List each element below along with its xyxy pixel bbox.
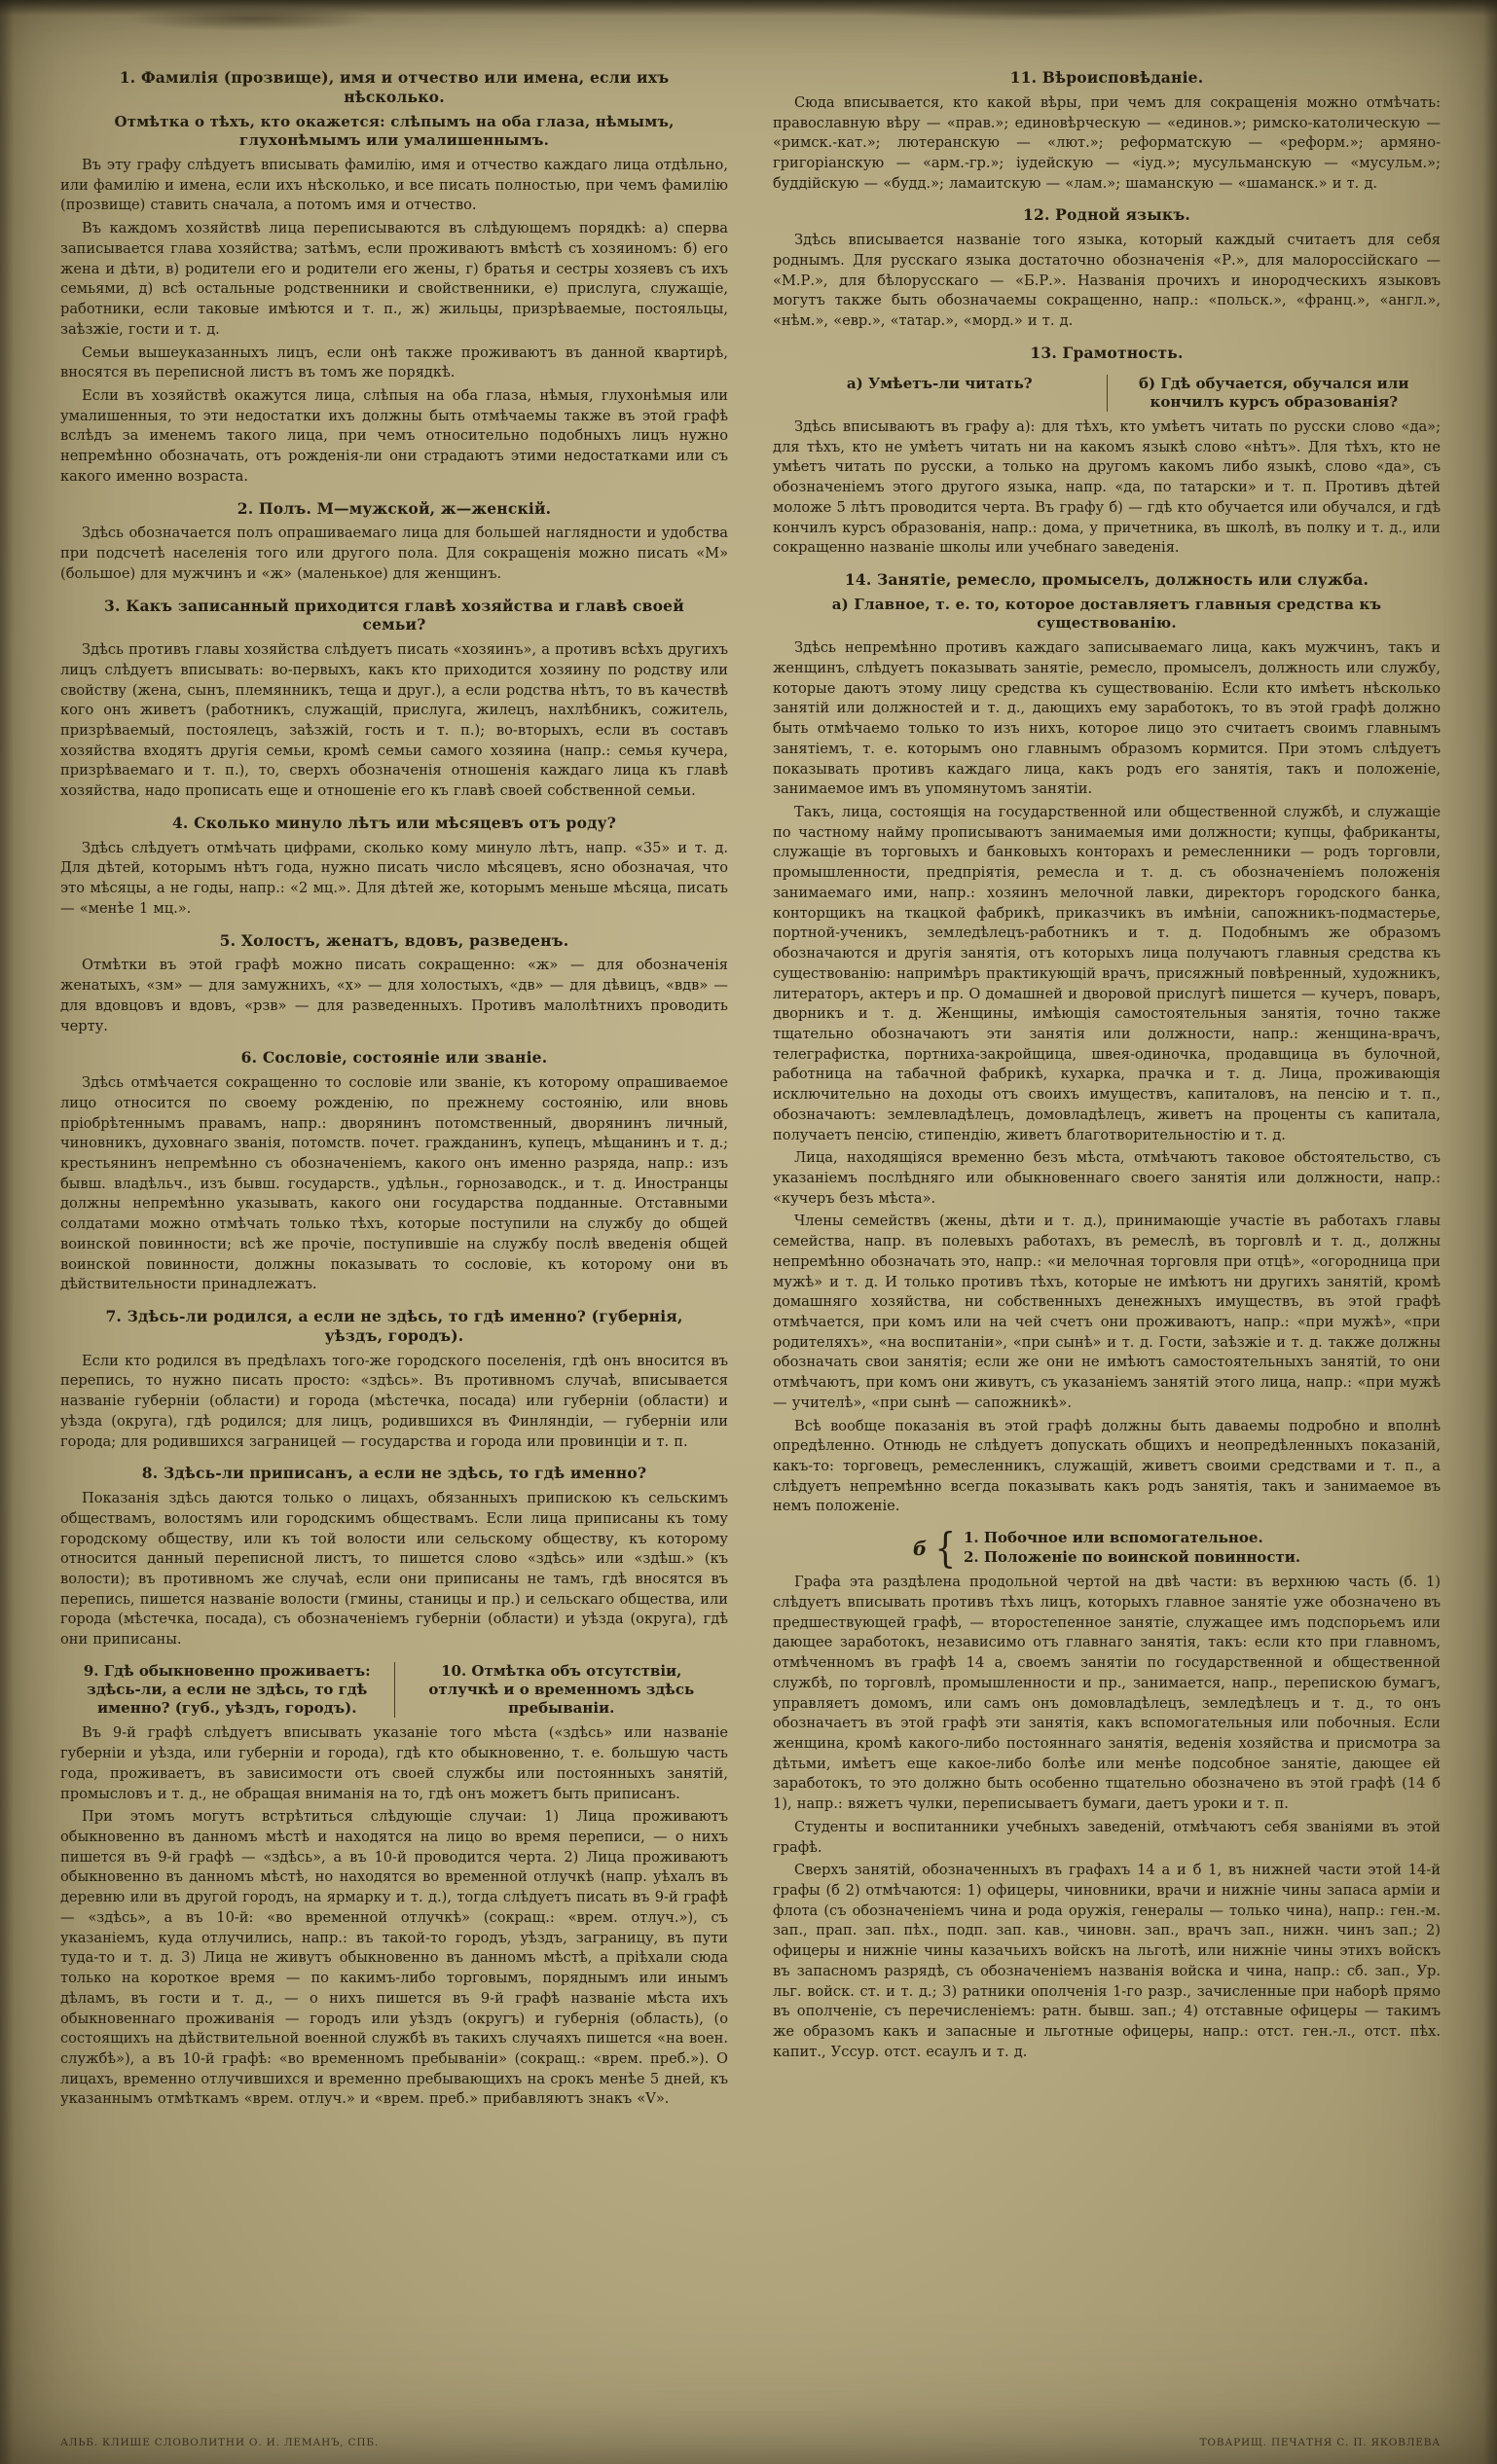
section-heading: 8. Здѣсь-ли приписанъ, а если не здѣсь, то гдѣ именно? <box>141 1464 647 1483</box>
column-2 <box>773 56 1441 2406</box>
brace-glyph: { <box>934 1523 956 1573</box>
paragraph: Члены семействъ (жены, дѣти и т. д.), принимающіе участіе въ работахъ главы семейства, напр. въ полевыхъ работахъ, въ ремеслѣ, въ торговлѣ и т. д., должны непремѣнно обозначать это, напр.: «и мелочная торговля при отцѣ», «огородница при мужѣ» и т. д. И только противъ тѣхъ, которые не имѣютъ ни другихъ занятій, кромѣ домашняго хозяйства, ни собственныхъ денежныхъ имуществъ, въ этой графѣ отмѣчается, при комъ или на чей счетъ они проживаютъ, напр.: «при мужѣ», «при родителяхъ», «на воспитаніи», «при сынѣ» и т. д. Гости, заѣзжіе и т. д. также должны обозначать свои занятія; если же они не имѣютъ самостоятельныхъ занятій, то они отмѣчаютъ, при комъ они живутъ, съ указаніемъ занятій этого лица, напр.: «при мужѣ — учителѣ», «при сынѣ — сапожникѣ». <box>773 1213 1441 1411</box>
section-subheading: а) Главное, т. е. то, которое доставляетъ главныя средства къ существованію. <box>831 595 1382 633</box>
brace-heading <box>773 1523 1441 1573</box>
paragraph: Здѣсь обозначается полъ опрашиваемаго лица для большей наглядности и удобства при подсчетѣ населенія того или другого пола. Для сокращенія можно писать «М» (большое) для мужчинъ и «ж» (маленькое) для женщинъ. <box>60 525 728 582</box>
section-2 <box>60 499 728 585</box>
paragraph: Семьи вышеуказанныхъ лицъ, если онѣ также проживаютъ въ данной квартирѣ, вносятся въ переписной листъ въ томъ же порядкѣ. <box>60 344 728 381</box>
paragraph: При этомъ могутъ встрѣтиться слѣдующіе случаи: 1) Лица проживаютъ обыкновенно въ данномъ мѣстѣ и находятся на лицо во время переписи, — о нихъ пишется въ 9-й графѣ — «здѣсь», а въ 10-й проводится черта. 2) Лица проживаютъ обыкновенно въ данномъ мѣстѣ, но находятся во временной отлучкѣ (напр. уѣхалъ въ деревню или въ другой городъ, на ярмарку и т. д.), тогда слѣдуетъ писать въ 9-й графѣ — «здѣсь», а въ 10-й: «во временной отлучкѣ» (сокращ.: «врем. отлуч.»), съ указаніемъ, куда отлучились, напр.: въ такой-то городъ, уѣздъ, заграницу, въ пути туда-то и т. д. 3) Лица не живутъ обыкновенно въ данномъ мѣстѣ, а пріѣхали сюда только на короткое время — по какимъ-либо торговымъ, поряднымъ или инымъ дѣламъ, въ гости и т. д., — о нихъ пишется въ 9-й графѣ названіе мѣста ихъ обыкновеннаго проживанія — городъ или уѣздъ (округъ) и губернія (область), (о состоящихъ на дѣйствительной военной службѣ въ такихъ случаяхъ пишется «на воен. службѣ»), а въ 10-й графѣ: «во временномъ пребываніи» (сокращ.: «врем. преб.»). О лицахъ, временно отлучившихся и временно пребывающихъ на срокъ менѣе 5 дней, къ указаннымъ отмѣткамъ «врем. отлуч.» и «врем. преб.» прибавляютъ знакъ «V». <box>60 1808 728 2108</box>
paragraph: Лица, находящіяся временно безъ мѣста, отмѣчаютъ таковое обстоятельство, съ указаніемъ послѣдняго или обыкновеннаго своего занятія или должности, напр.: «кучеръ безъ мѣста». <box>773 1149 1441 1207</box>
split-heading: б) Гдѣ обучается, обучался или кончилъ курсъ образованія? <box>1107 375 1442 412</box>
imprint-right: ТОВАРИЩ. ПЕЧАТНЯ С. П. ЯКОВЛЕВА <box>1199 2437 1441 2448</box>
brace-heading-line: 2. Положеніе по воинской повинности. <box>964 1547 1301 1566</box>
section-heading: 1. Фамилія (прозвище), имя и отчество или имена, если ихъ нѣсколько. <box>119 68 670 106</box>
split-heading: а) Умѣетъ-ли читать? <box>846 374 1033 392</box>
section-4 <box>60 814 728 920</box>
section-3 <box>60 597 728 802</box>
split-headings <box>773 375 1441 412</box>
paragraph: Въ каждомъ хозяйствѣ лица переписываются въ слѣдующемъ порядкѣ: а) сперва записывается глава хозяйства; затѣмъ, если проживаютъ вмѣстѣ съ хозяиномъ: б) его жена и дѣти, в) родители его и родители его жены, г) братья и сестры хозяевъ съ ихъ семьями, д) всѣ остальные родственники и свойственники, е) прислуга, служащіе, работники, если таковые имѣются и т. п., ж) жильцы, призрѣваемые, постояльцы, заѣзжіе, гости и т. д. <box>60 220 728 338</box>
split-headings <box>60 1662 728 1719</box>
section-9-10 <box>60 1662 728 2110</box>
brace-heading-label: б <box>912 1536 928 1560</box>
section-8 <box>60 1464 728 1650</box>
section-heading: 13. Грамотность. <box>1030 343 1184 362</box>
brace-heading-line: 1. Побочное или вспомогательное. <box>964 1529 1263 1547</box>
section-heading: 6. Сословіе, состояніе или званіе. <box>240 1048 548 1068</box>
column-1 <box>60 56 728 2406</box>
section-heading: 3. Какъ записанный приходится главѣ хозяйства и главѣ своей семьи? <box>104 596 684 634</box>
paragraph: Здѣсь слѣдуетъ отмѣчать цифрами, сколько кому минуло лѣтъ, напр. «35» и т. д. Для дѣтей, которымъ нѣтъ года, нужно писать число мѣсяцевъ, ясно обозначая, что это мѣсяцы, а не годы, напр.: «2 мц.». Для дѣтей же, которымъ меньше мѣсяца, писать — «менѣе 1 мц.». <box>60 839 728 917</box>
section-6 <box>60 1048 728 1295</box>
paragraph: Показанія здѣсь даются только о лицахъ, обязанныхъ припискою къ сельскимъ обществамъ, волостямъ или городскимъ обществамъ. Если лица приписаны къ тому городскому обществу, или къ той волости или сельскому обществу, къ которому относится данный переписной листъ, то пишется слово «здѣсь» или «здѣш.» (къ волости); въ противномъ же случаѣ, если они приписаны не тамъ, гдѣ вносятся въ перепись, пишется названіе волости (гмины, станицы и пр.) и сельскаго общества, или города (мѣстечка, посада), съ обозначеніемъ губерніи (области) и уѣзда (округа), гдѣ они приписаны. <box>60 1490 728 1649</box>
section-subheading: Отмѣтка о тѣхъ, кто окажется: слѣпымъ на оба глаза, нѣмымъ, глухонѣмымъ или умалишеннымъ. <box>114 112 675 149</box>
paragraph: Такъ, лица, состоящія на государственной или общественной службѣ, и служащіе по частному найму прописываютъ занимаемыя ими должности; купцы, фабриканты, служащіе въ торговыхъ и банковыхъ конторахъ и ремесленники — родъ торговли, промышленности, предпріятія, ремесла и т. д. съ обозначеніемъ положенія занимаемаго ими, напр.: хозяинъ мелочной лавки, директоръ городского банка, конторщикъ на ткацкой фабрикѣ, приказчикъ въ имѣніи, сапожникъ-подмастерье, портной-ученикъ, земледѣлецъ-работникъ и т. д. Подобнымъ же образомъ обозначаются и другія занятія, отъ которыхъ лица получаютъ главныя средства къ существованію: напримѣръ практикующій врачъ, присяжный повѣренный, художникъ, литераторъ, актеръ и пр. О домашней и дворовой прислугѣ пишется — кучеръ, поваръ, дворникъ и т. д. Женщины, имѣющія самостоятельныя занятія, точно также тщательно обозначаютъ эти занятія или должности, напр.: женщина-врачъ, телеграфистка, портниха-закройщица, швея-одиночка, продавщица въ булочной, работница на табачной фабрикѣ, кухарка, прачка и т. д. Лица, проживающія исключительно на доходы отъ своихъ имуществъ, капиталовъ, на пенсію и т. п., обозначаютъ: землевладѣлецъ, домовладѣлецъ, живетъ на проценты съ капитала, получаетъ пенсію, стипендію, живетъ благотворительностію и т. д. <box>773 804 1441 1143</box>
paragraph: Сюда вписывается, кто какой вѣры, при чемъ для сокращенія можно отмѣчать: православную вѣру — «прав.»; единовѣрческую — «единов.»; римско-католическую — «римск.-кат.»; лютеранскую — «лют.»; реформатскую — «реформ.»; армяно-григоріанскую — «арм.-гр.»; іудейскую — «іуд.»; мусульманскую — «мусульм.»; буддійскую — «будд.»; ламаитскую — «лам.»; шаманскую — «шаманск.» и т. д. <box>773 93 1441 192</box>
section-heading: 14. Занятіе, ремесло, промыселъ, должность или служба. <box>844 570 1369 590</box>
paragraph: Если въ хозяйствѣ окажутся лица, слѣпыя на оба глаза, нѣмыя, глухонѣмыя или умалишенныя, то эти недостатки ихъ должны быть отмѣчаемы также въ этой графѣ вслѣдъ за именемъ такого лица, при чемъ относительно подобныхъ лицъ нужно непремѣнно обозначать, отъ рожденія-ли они страдаютъ этими недостатками или съ какого именно возраста. <box>60 386 728 485</box>
paragraph: Студенты и воспитанники учебныхъ заведеній, отмѣчаютъ себя званіями въ этой графѣ. <box>773 1818 1441 1856</box>
paragraph: Здѣсь вписываютъ въ графу а): для тѣхъ, кто умѣетъ читать по русски слово «да»; для тѣхъ, кто не умѣетъ читать ни на какомъ языкѣ слово «нѣтъ». Для тѣхъ, кто не умѣетъ читать по русски, а только на другомъ какомъ либо языкѣ, слово «да», съ обозначеніемъ этого другого языка, напр. «да, по татарски» и т. п. Противъ дѣтей моложе 5 лѣтъ проводится черта. Въ графу б) — гдѣ кто обучается или обучался, и гдѣ кончилъ курсъ образованія, напр.: дома, у причетника, въ школѣ, въ полку и т. д., или сокращенно названіе школы или учебнаго заведенія. <box>773 418 1441 557</box>
section-heading: 5. Холостъ, женатъ, вдовъ, разведенъ. <box>219 930 569 950</box>
section-14a <box>773 570 1441 1517</box>
paragraph: Здѣсь отмѣчается сокращенно то сословіе или званіе, къ которому опрашиваемое лицо относится по своему рожденію, по прежнему состоянію, или вновь пріобрѣтеннымъ правамъ, напр.: дворянинъ потомственный, дворянинъ личный, чиновникъ, духовнаго званія, потомств. почет. гражданинъ, купецъ, мѣщанинъ и т. д.; крестьянинъ непремѣнно съ обозначеніемъ, какого онъ именно разряда, напр.: изъ бывш. владѣльч., изъ бывш. государств., удѣльн., горнозаводск., и т. д. Иностранцы должны непремѣнно указывать, какого они государства подданные. Отставными солдатами можно отмѣчать только тѣхъ, которые поступили на службу до общей воинской повинности; всѣ же прочіе, поступившіе на службу послѣ введенія общей воинской повинности, должны показывать то сословіе, къ которому они въ дѣйствительности принадлежатъ. <box>60 1074 728 1293</box>
paragraph: Всѣ вообще показанія въ этой графѣ должны быть даваемы подробно и вполнѣ опредѣленно. Отнюдь не слѣдуетъ допускать общихъ и неопредѣленныхъ показаній, какъ-то: торговецъ, ремесленникъ, служащій, живетъ своими средствами и т. п., а слѣдуетъ непремѣнно всегда показывать какъ родъ занятія, такъ и занимаемое въ немъ положеніе. <box>773 1417 1441 1515</box>
paragraph: Въ 9-й графѣ слѣдуетъ вписывать указаніе того мѣста («здѣсь» или названіе губерніи и уѣзда, или губерніи и города), гдѣ кто обыкновенно, т. е. большую часть года, проживаетъ, въ зависимости отъ своей службы или постоянныхъ занятій, промысловъ и т. д., не обращая вниманія на то, гдѣ онъ можетъ быть приписанъ. <box>60 1724 728 1802</box>
split-heading: 10. Отмѣтка объ отсутствіи, отлучкѣ и о временномъ здѣсь пребываніи. <box>394 1662 729 1719</box>
paragraph: Отмѣтки въ этой графѣ можно писать сокращенно: «ж» — для обозначенія женатыхъ, «зм» — для замужнихъ, «х» — для холостыхъ, «дв» — для дѣвицъ, «вдв» — для вдовцовъ и вдовъ, «рзв» — для разведенныхъ. Противъ малолѣтнихъ проводить черту. <box>60 957 728 1034</box>
paragraph: Здѣсь противъ главы хозяйства слѣдуетъ писать «хозяинъ», а противъ всѣхъ другихъ лицъ слѣдуетъ вписывать: во-первыхъ, какъ кто приходится хозяину по родству или свойству (жена, сынъ, племянникъ, теща и друг.), а если родства нѣтъ, то въ качествѣ кого онъ живетъ (работникъ, служащій, прислуга, жилецъ, нахлѣбникъ, сожитель, призрѣваемый, постоялецъ, заѣзжій, гость и т. п.); во-вторыхъ, если въ составъ хозяйства входятъ другія семьи, кромѣ семьи самого хозяина (напр.: семья кучера, призрѣваемаго и т. п.), то, сверхъ обозначенія отношенія каждаго лица къ главѣ хозяйства, надо прописать еще и отношеніе его къ главѣ своей собственной семьи. <box>60 641 729 800</box>
section-heading: 4. Сколько минуло лѣтъ или мѣсяцевъ отъ роду? <box>171 813 617 832</box>
section-heading: 7. Здѣсь-ли родился, а если не здѣсь, то гдѣ именно? (губернія, уѣздъ, городъ). <box>105 1307 683 1345</box>
brace-heading-lines <box>964 1529 1300 1567</box>
section-heading: 12. Родной языкъ. <box>1022 205 1191 225</box>
section-7 <box>60 1307 728 1452</box>
paragraph: Графа эта раздѣлена продольной чертой на двѣ части: въ верхнюю часть (б. 1) слѣдуетъ вписывать противъ тѣхъ лицъ, которыхъ главное занятіе уже обозначено въ предшествующей графѣ, — второстепенное занятіе, служащее имъ подспорьемъ или дающее заработокъ, независимо отъ главнаго занятія, такъ: если кто при главномъ, отмѣченномъ въ графѣ 14 а, своемъ занятіи по государственной и общественной службѣ, по торговлѣ, промышленности и пр., занимается, напр., перепискою бумагъ, управляетъ домомъ, или самъ онъ домовладѣлецъ, земледѣлецъ и т. д., то онъ обозначаетъ въ этой графѣ эти занятія, какъ вспомогательныя или побочныя. Если женщина, кромѣ какого-либо постояннаго занятія, веденія хозяйства и присмотра за дѣтьми, имѣетъ еще какое-либо болѣе или менѣе подсобное занятіе, дающее ей заработокъ, то это должно быть особенно тщательно обозначено въ этой графѣ (14 б 1), напр.: вяжетъ чулки, переписываетъ бумаги, даетъ уроки и т. п. <box>773 1574 1441 1813</box>
paragraph: Здѣсь непремѣнно противъ каждаго записываемаго лица, какъ мужчинъ, такъ и женщинъ, слѣдуетъ показывать занятіе, ремесло, промыселъ, должность или службу, которые даютъ этому лицу средства къ существованію. Если кто имѣетъ нѣсколько занятій или должностей и т. д., дающихъ ему заработокъ, то въ этой графѣ должно быть отмѣчаемо только то изъ нихъ, которое лицо это считаетъ своимъ главнымъ занятіемъ, т. е. которымъ оно главнымъ образомъ кормится. При этомъ слѣдуетъ показывать противъ каждаго лица, какъ родъ его занятія, такъ и положеніе, занимаемое имъ въ упомянутомъ занятіи. <box>773 639 1441 798</box>
imprint-footer <box>60 2437 1441 2448</box>
paragraph: Сверхъ занятій, обозначенныхъ въ графахъ 14 а и б 1, въ нижней части этой 14-й графы (б 2) отмѣчаются: 1) офицеры, чиновники, врачи и нижніе чины запаса арміи и флота (съ обозначеніемъ чина и рода оружія, генералы — только чина), напр.: ген.-м. зап., прап. зап. пѣх., подп. зап. кав., чиновн. зап., врачъ зап., нижн. чинъ зап.; 2) офицеры и нижніе чины казачьихъ войскъ на льготѣ, или нижніе чины этихъ войскъ въ запасномъ разрядѣ, съ обозначеніемъ названія войска и чина, напр.: сб. зап., Ур. льг. войск. ст. и т. д.; 3) ратники ополченія 1-го разр., зачисленные при наборѣ прямо въ ополченіе, съ перечисленіемъ: ратн. бывш. зап.; 4) отставные офицеры — такимъ же образомъ какъ и запасные и льготные офицеры, напр.: отст. ген.-л., отст. пѣх. капит., Уссур. отст. есаулъ и т. д. <box>773 1862 1441 2060</box>
section-heading: 2. Полъ. М—мужской, ж—женскій. <box>237 498 552 518</box>
section-heading: 11. Вѣроисповѣданіе. <box>1009 68 1204 87</box>
section-5 <box>60 931 728 1037</box>
split-heading: 9. Гдѣ обыкновенно проживаетъ: здѣсь-ли, а если не здѣсь, то гдѣ именно? (губ., уѣздъ, городъ). <box>83 1661 371 1718</box>
paragraph: Если кто родился въ предѣлахъ того-же городского поселенія, гдѣ онъ вносится въ перепись, то нужно писать просто: «здѣсь». Въ противномъ случаѣ, вписывается названіе губерніи (области) и города (мѣстечка, посада) или губерніи (области) и уѣзда (округа), гдѣ родился; для лицъ, родившихся въ Финляндіи, — губерніи или города; для родившихся заграницей — государства и города или провинціи и т. п. <box>60 1352 728 1450</box>
paragraph: Здѣсь вписывается названіе того языка, который каждый считаетъ для себя роднымъ. Для русскаго языка достаточно обозначенія «Р.», для малороссійскаго — «М.Р.», для бѣлорусскаго — «Б.Р.». Названія прочихъ и инородческихъ языковъ могутъ также быть обозначаемы сокращенно, напр.: «польск.», «франц.», «англ.», «нѣм.», «евр.», «татар.», «морд.» и т. д. <box>773 232 1441 330</box>
section-11 <box>773 68 1441 194</box>
section-12 <box>773 205 1441 331</box>
section-14b <box>773 1523 1441 2062</box>
paragraph: Въ эту графу слѣдуетъ вписывать фамилію, имя и отчество каждаго лица отдѣльно, или фамилію и имена, если ихъ нѣсколько, и все писать полностью, при чемъ фамилію (прозвище) ставить сначала, а потомъ имя и отчество. <box>60 157 728 214</box>
section-13 <box>773 344 1441 559</box>
imprint-left: АЛЬБ. КЛИШЕ СЛОВОЛИТНИ О. И. ЛЕМАНЪ, СПБ. <box>60 2437 379 2448</box>
section-1 <box>60 68 728 488</box>
